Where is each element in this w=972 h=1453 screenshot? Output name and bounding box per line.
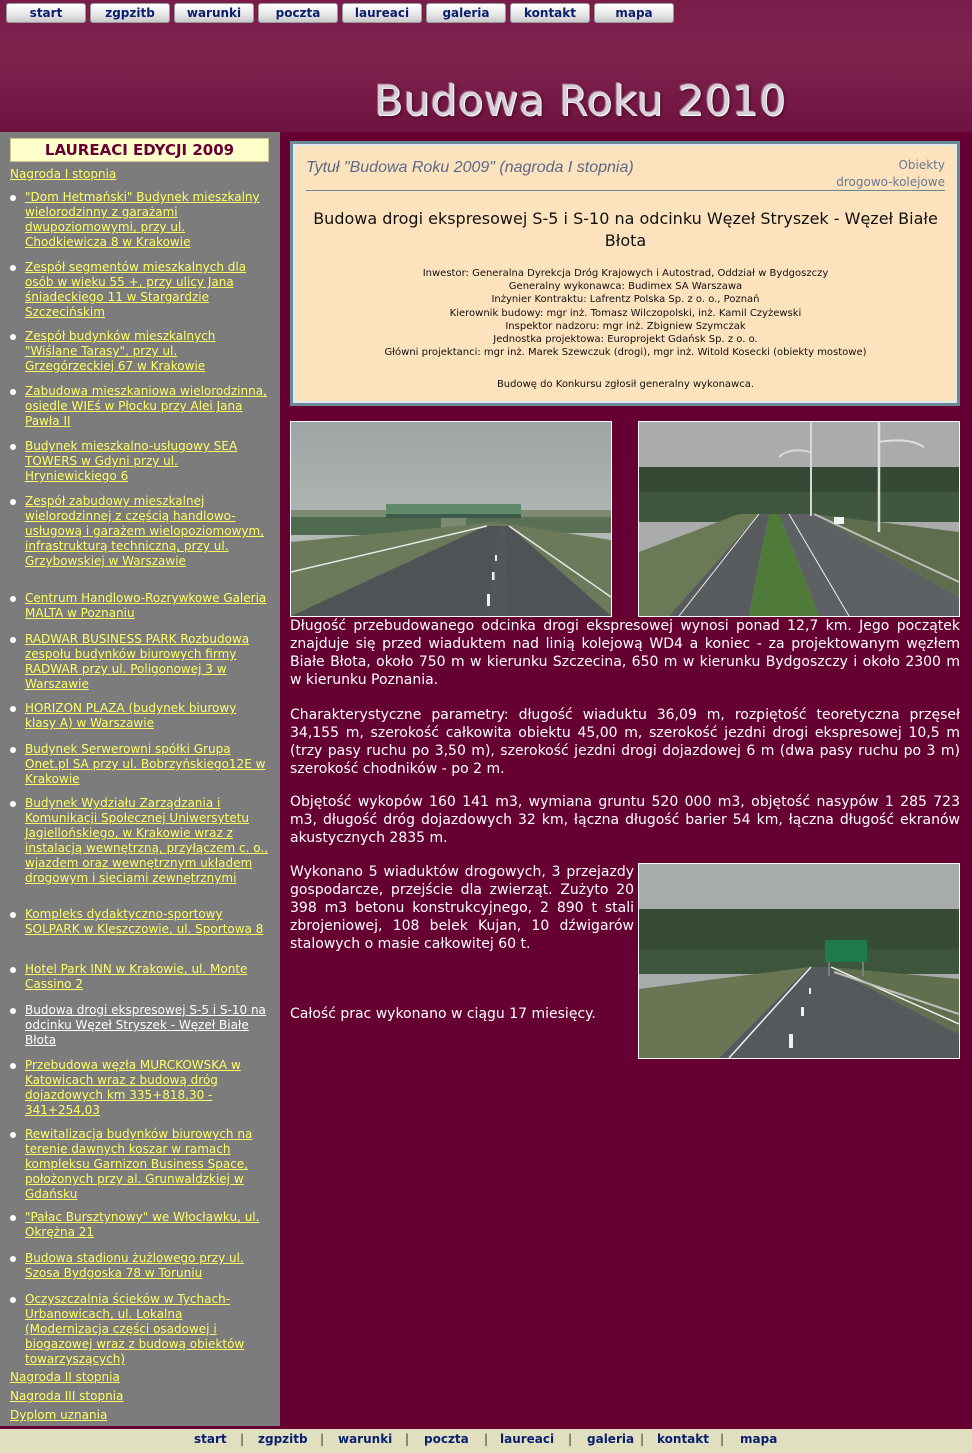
bullet-icon bbox=[10, 747, 16, 753]
footer-link-kontakt[interactable]: kontakt bbox=[657, 1432, 709, 1446]
nav-button-kontakt[interactable]: kontakt bbox=[510, 3, 590, 23]
credit-contractor: Generalny wykonawca: Budimex SA Warszawa bbox=[508, 281, 743, 293]
laureate-link[interactable]: "Dom Hetmański" Budynek mieszkalny wielorodzinny z garażami dwupoziomowymi, przy ul. Chodkiewicza 8 w Krakowie bbox=[25, 190, 260, 249]
credit-inspector: Inspektor nadzoru: mgr inż. Zbigniew Szymczak bbox=[505, 320, 746, 332]
bullet-icon bbox=[10, 334, 16, 340]
laureate-link[interactable]: Zespół zabudowy mieszkalnej wielorodzinnej z częścią handlowo-usługową i garażem wielopoziomowym, infrastrukturą techniczną, przy ul. Grzybowskiej w Warszawie bbox=[25, 494, 264, 568]
project-title: Budowa drogi ekspresowej S-5 i S-10 na odcinku Węzeł Stryszek - Węzeł Białe Błota bbox=[313, 209, 938, 250]
footer-separator: | bbox=[568, 1432, 573, 1446]
bullet-icon bbox=[10, 801, 16, 807]
description-paragraph-4: Wykonano 5 wiaduktów drogowych, 3 przejazdy gospodarcze, przejście dla zwierząt. Zużyto 20 398 m3 betonu konstrukcyjnego, 2 890 t stali zbrojeniowej, 108 belek Kujan, 10 dźwigarów stalowych o masie całkowitej 60 t. bbox=[290, 864, 634, 952]
bullet-icon bbox=[10, 1132, 16, 1138]
description-paragraph-2: Charakterystyczne parametry: długość wiaduktu 36,09 m, rozpiętość teoretyczna przęseł 34,155 m, szerokość całkowita obiektu 45,00 m, szerokość jezdni drogi ekspresowej 10,5 m (trzy pasy ruchu po 3,50 m), szerokość jezdni drogi dojazdowej 6 m (dwa pasy ruchu po 3 m) szerokość chodników - po 2 m. bbox=[290, 707, 960, 777]
project-credits bbox=[306, 267, 945, 359]
sidebar bbox=[0, 132, 280, 1426]
footer-separator: | bbox=[640, 1432, 645, 1446]
laureate-link[interactable]: HORIZON PLAZA (budynek biurowy klasy A) w Warszawie bbox=[25, 701, 237, 730]
bullet-icon bbox=[10, 706, 16, 712]
credit-engineer: Inżynier Kontraktu: Lafrentz Polska Sp. z o. o., Poznań bbox=[491, 294, 760, 306]
bullet-icon bbox=[10, 1008, 16, 1014]
credit-design: Jednostka projektowa: Europrojekt Gdańsk Sp. z o. o. bbox=[493, 334, 758, 346]
road-photo-1-image bbox=[291, 422, 611, 616]
bullet-icon bbox=[10, 444, 16, 450]
road-photo-3 bbox=[638, 863, 960, 1059]
bullet-icon bbox=[10, 637, 16, 643]
nav-button-mapa[interactable]: mapa bbox=[594, 3, 674, 23]
nav-button-start[interactable]: start bbox=[6, 3, 86, 23]
bullet-icon bbox=[10, 596, 16, 602]
award-title: Tytuł "Budowa Roku 2009" (nagroda I stopnia) bbox=[306, 159, 634, 176]
bullet-icon bbox=[10, 967, 16, 973]
laureate-link[interactable]: Rewitalizacja budynków biurowych na terenie dawnych koszar w ramach kompleksu Garnizon Business Space, położonych przy al. Grunwaldzkiej w Gdańsku bbox=[25, 1127, 253, 1201]
divider bbox=[306, 190, 945, 191]
bullet-icon bbox=[10, 389, 16, 395]
laureate-link-current[interactable]: Budowa drogi ekspresowej S-5 i S-10 na odcinku Węzeł Stryszek - Węzeł Białe Błota bbox=[25, 1003, 266, 1047]
footer-link-zgpzitb[interactable]: zgpzitb bbox=[258, 1432, 308, 1446]
category-label bbox=[836, 157, 945, 191]
road-photo-3-image bbox=[639, 864, 959, 1058]
footer-separator: | bbox=[405, 1432, 410, 1446]
nav-button-laureaci[interactable]: laureaci bbox=[342, 3, 422, 23]
laureate-link[interactable]: Budynek mieszkalno-usługowy SEA TOWERS w Gdyni przy ul. Hryniewickiego 6 bbox=[25, 439, 238, 483]
credit-designers: Główni projektanci: mgr inż. Marek Szewczuk (drogi), mgr inż. Witold Kosecki (obiekty mostowe) bbox=[384, 347, 867, 359]
footer-link-start[interactable]: start bbox=[194, 1432, 227, 1446]
footer-link-laureaci[interactable]: laureaci bbox=[500, 1432, 555, 1446]
sidebar-link-nagroda-2[interactable]: Nagroda II stopnia bbox=[10, 1370, 120, 1384]
credit-manager: Kierownik budowy: mgr inż. Tomasz Wilczopolski, inż. Kamil Czyżewski bbox=[449, 307, 802, 319]
nav-button-poczta[interactable]: poczta bbox=[258, 3, 338, 23]
bullet-icon bbox=[10, 1063, 16, 1069]
road-photo-2-image bbox=[639, 422, 959, 616]
laureate-link[interactable]: Budynek Serwerowni spółki Grupa Onet.pl SA przy ul. Bobrzyńskiego12E w Krakowie bbox=[25, 742, 266, 786]
laureate-link[interactable]: "Pałac Bursztynowy" we Włocławku, ul. Okrężna 21 bbox=[25, 1210, 260, 1239]
laureate-link[interactable]: Oczyszczalnia ścieków w Tychach-Urbanowicach, ul. Lokalna (Modernizacja części osadowej i biogazowej wraz z budową obiektów towarzyszących) bbox=[25, 1292, 245, 1366]
description-paragraph-3: Objętość wykopów 160 141 m3, wymiana gruntu 520 000 m3, objętość nasypów 1 285 723 m3, długość dróg dojazdowych 32 km, łączna długość barier 54 km, łączna długość ekranów akustycznych 2835 m. bbox=[290, 794, 960, 846]
sidebar-heading: LAUREACI EDYCJI 2009 bbox=[10, 138, 269, 162]
bullet-icon bbox=[10, 1297, 16, 1303]
bullet-icon bbox=[10, 1256, 16, 1262]
sidebar-link-dyplom[interactable]: Dyplom uznania bbox=[10, 1408, 108, 1422]
footer-link-mapa[interactable]: mapa bbox=[740, 1432, 778, 1446]
laureate-link[interactable]: Budowa stadionu żużlowego przy ul. Szosa Bydgoska 78 w Toruniu bbox=[25, 1251, 244, 1280]
footer-separator: | bbox=[484, 1432, 489, 1446]
sidebar-link-nagroda-3[interactable]: Nagroda III stopnia bbox=[10, 1389, 124, 1403]
sidebar-link-nagroda-1[interactable]: Nagroda I stopnia bbox=[10, 167, 117, 181]
road-photo-2 bbox=[638, 421, 960, 617]
nav-button-zgpzitb[interactable]: zgpzitb bbox=[90, 3, 170, 23]
laureate-link[interactable]: Hotel Park INN w Krakowie, ul. Monte Cassino 2 bbox=[25, 962, 248, 991]
footer-link-poczta[interactable]: poczta bbox=[424, 1432, 469, 1446]
nav-button-galeria[interactable]: galeria bbox=[426, 3, 506, 23]
footer-navigation bbox=[0, 1429, 972, 1453]
nav-button-warunki[interactable]: warunki bbox=[174, 3, 254, 23]
laureate-link[interactable]: Centrum Handlowo-Rozrywkowe Galeria MALTA w Poznaniu bbox=[25, 591, 267, 620]
laureate-link[interactable]: Kompleks dydaktyczno-sportowy SOLPARK w Kleszczowie, ul. Sportowa 8 bbox=[25, 907, 264, 936]
page-header bbox=[0, 0, 972, 132]
category-line-2: drogowo-kolejowe bbox=[836, 175, 945, 189]
bullet-icon bbox=[10, 912, 16, 918]
laureate-link[interactable]: RADWAR BUSINESS PARK Rozbudowa zespołu budynków biurowych firmy RADWAR przy ul. Poligonowej 3 w Warszawie bbox=[25, 632, 250, 691]
description-paragraph-5: Całość prac wykonano w ciągu 17 miesięcy. bbox=[290, 1006, 596, 1022]
road-photo-1 bbox=[290, 421, 612, 617]
bullet-icon bbox=[10, 265, 16, 271]
project-info-box bbox=[290, 141, 960, 406]
bullet-icon bbox=[10, 1215, 16, 1221]
bullet-icon bbox=[10, 195, 16, 201]
submission-note: Budowę do Konkursu zgłosił generalny wykonawca. bbox=[496, 379, 755, 390]
site-title: Budowa Roku 2010 bbox=[374, 76, 787, 125]
bullet-icon bbox=[10, 499, 16, 505]
description-paragraph-1: Długość przebudowanego odcinka drogi ekspresowej wynosi ponad 12,7 km. Jego początek znajduje się przed wiaduktem nad linią kolejową WD4 a koniec - za projektowanym węzłem Białe Błota, około 750 m w kierunku Szczecina, 650 m w kierunku Bydgoszczy i około 2300 m w kierunku Poznania. bbox=[290, 618, 960, 688]
footer-link-galeria[interactable]: galeria bbox=[587, 1432, 635, 1446]
footer-link-warunki[interactable]: warunki bbox=[338, 1432, 393, 1446]
laureate-link[interactable]: Zabudowa mieszkaniowa wielorodzinna, osiedle WIEś w Płocku przy Alei Jana Pawła II bbox=[25, 384, 267, 428]
laureate-link[interactable]: Budynek Wydziału Zarządzania i Komunikacji Społecznej Uniwersytetu Jagiellońskiego, w Krakowie wraz z instalacją wewnętrzną, przyłączem c. o., wjazdem oraz wewnętrznym układem drogowym i sieciami zewnętrznymi bbox=[25, 796, 269, 885]
laureate-link[interactable]: Zespół budynków mieszkalnych "Wiślane Tarasy", przy ul. Grzegórzeckiej 67 w Krakowie bbox=[25, 329, 216, 373]
laureate-link[interactable]: Przebudowa węzła MURCKOWSKA w Katowicach wraz z budową dróg dojazdowych km 335+818,30 - 341+254,03 bbox=[25, 1058, 241, 1117]
credit-investor: Inwestor: Generalna Dyrekcja Dróg Krajowych i Autostrad, Oddział w Bydgoszczy bbox=[422, 268, 829, 279]
footer-separator: | bbox=[320, 1432, 325, 1446]
footer-separator: | bbox=[720, 1432, 725, 1446]
footer-separator: | bbox=[240, 1432, 245, 1446]
category-line-1: Obiekty bbox=[898, 158, 945, 172]
laureate-link[interactable]: Zespół segmentów mieszkalnych dla osób w wieku 55 +, przy ulicy Jana śniadeckiego 11 w Stargardzie Szczecińskim bbox=[25, 260, 247, 319]
